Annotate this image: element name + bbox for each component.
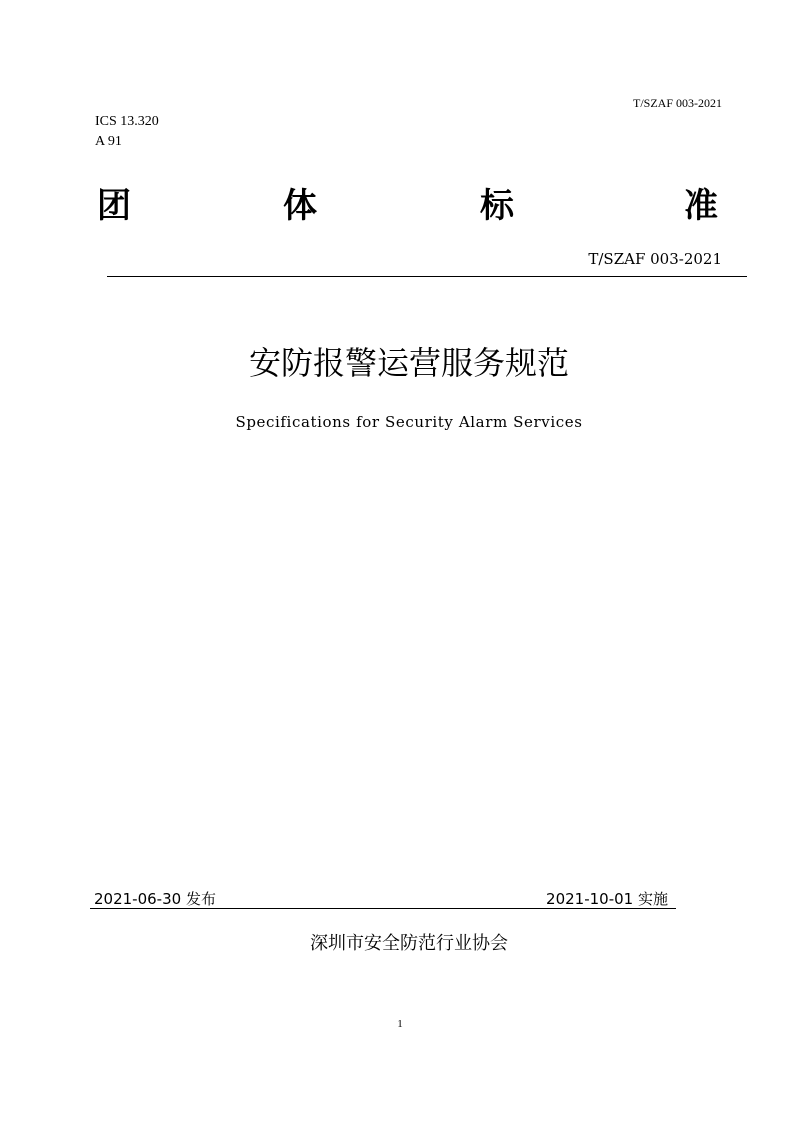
standard-type-char: 标 [480, 186, 514, 226]
ccs-code: A 91 [95, 134, 122, 149]
document-title-zh: 安防报警运营服务规范 [248, 344, 569, 382]
issuing-organization: 深圳市安全防范行业协会 [310, 933, 508, 954]
standard-type-char: 团 [97, 186, 131, 226]
effective-date: 2021-10-01 实施 [546, 890, 668, 908]
publish-date: 2021-06-30 发布 [94, 890, 216, 908]
ics-code: ICS 13.320 [95, 114, 159, 129]
page-number: 1 [397, 1018, 403, 1030]
header-divider [107, 276, 747, 277]
header-standard-code: T/SZAF 003-2021 [632, 96, 722, 110]
standard-type-char: 体 [283, 186, 317, 226]
standard-type-char: 准 [684, 186, 718, 226]
classification-block [95, 112, 159, 152]
date-line [90, 888, 676, 909]
document-title-en: Specifications for Security Alarm Services [235, 413, 583, 431]
standard-number: T/SZAF 003-2021 [588, 250, 722, 268]
